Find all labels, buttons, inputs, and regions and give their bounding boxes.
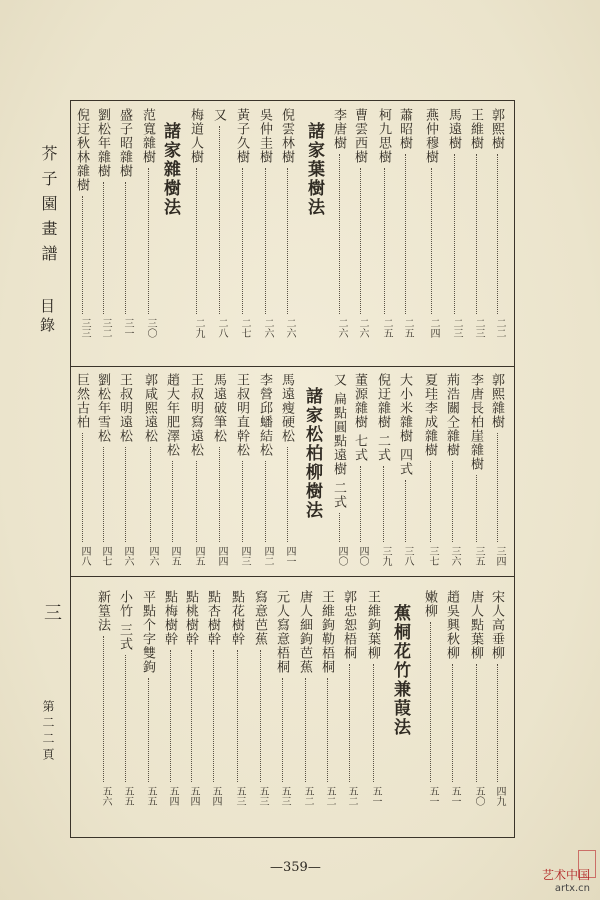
dot-leader bbox=[196, 168, 197, 314]
toc-page-number: 五二 bbox=[302, 786, 313, 806]
toc-entry: 董源雜樹 七式 bbox=[352, 373, 367, 463]
toc-page-number: 四一 bbox=[284, 546, 295, 566]
toc-entry: 馬遠破筆松 bbox=[211, 373, 226, 443]
toc-page-number: 三九 bbox=[380, 546, 391, 566]
toc-page-number: 四五 bbox=[169, 546, 180, 566]
toc-entry: 荊浩關仝雜樹 bbox=[444, 373, 459, 457]
toc-entry: 范寬雜樹 bbox=[140, 108, 155, 164]
toc-page-number: 二三 bbox=[473, 318, 484, 338]
dot-leader bbox=[172, 461, 173, 542]
toc-entry: 點桃樹幹 bbox=[183, 590, 198, 646]
toc-entry: 郭忠恕梧桐 bbox=[341, 590, 356, 660]
dot-leader bbox=[373, 664, 374, 782]
dot-leader bbox=[476, 475, 477, 542]
dot-leader bbox=[82, 196, 83, 314]
toc-page-number: 五五 bbox=[122, 786, 133, 806]
toc-entry: 寫意芭蕉 bbox=[252, 590, 267, 646]
toc-page-number: 二六 bbox=[357, 318, 368, 338]
toc-entry: 王維鉤勒梧桐 bbox=[319, 590, 334, 674]
toc-page-number: 四六 bbox=[147, 546, 158, 566]
watermark-text: 艺术中国 bbox=[541, 868, 590, 882]
toc-page-number: 三三 bbox=[79, 318, 90, 338]
dot-leader bbox=[125, 182, 126, 314]
toc-page-number: 五三 bbox=[234, 786, 245, 806]
section-divider bbox=[70, 576, 515, 577]
toc-page-number: 五〇 bbox=[473, 786, 484, 806]
dot-leader bbox=[237, 650, 238, 782]
dot-leader bbox=[103, 636, 104, 782]
toc-page-number: 五四 bbox=[210, 786, 221, 806]
toc-entry: 趙吳興秋柳 bbox=[444, 590, 459, 660]
dot-leader bbox=[349, 664, 350, 782]
toc-entry: 唐人點葉柳 bbox=[468, 590, 483, 660]
dot-leader bbox=[213, 650, 214, 782]
dot-leader bbox=[170, 650, 171, 782]
toc-entry: 盛子昭雜樹 bbox=[117, 108, 132, 178]
toc-entry: 李唐樹 bbox=[331, 108, 346, 150]
dot-leader bbox=[82, 433, 83, 542]
toc-entry: 又 bbox=[211, 108, 226, 122]
toc-page-number: 二五 bbox=[402, 318, 413, 338]
toc-entry: 王叔明遠松 bbox=[117, 373, 132, 443]
toc-page-number: 四三 bbox=[239, 546, 250, 566]
toc-entry: 點梅樹幹 bbox=[162, 590, 177, 646]
dot-leader bbox=[452, 664, 453, 782]
dot-leader bbox=[219, 126, 220, 314]
dot-leader bbox=[431, 168, 432, 314]
toc-entry: 劉松年雪松 bbox=[95, 373, 110, 443]
toc-page-number: 四〇 bbox=[357, 546, 368, 566]
toc-entry: 倪迂秋林雜樹 bbox=[74, 108, 89, 192]
dot-leader bbox=[103, 182, 104, 314]
dot-leader bbox=[327, 678, 328, 782]
dot-leader bbox=[125, 655, 126, 782]
toc-page-number: 五三 bbox=[257, 786, 268, 806]
dot-leader bbox=[196, 461, 197, 542]
toc-page-number: 三一 bbox=[122, 318, 133, 338]
toc-page-number: 五一 bbox=[370, 786, 381, 806]
toc-page-number: 三二 bbox=[100, 318, 111, 338]
toc-entry: 嫩柳 bbox=[422, 590, 437, 618]
toc-page-number: 五一 bbox=[427, 786, 438, 806]
toc-page-number: 五四 bbox=[167, 786, 178, 806]
dot-leader bbox=[383, 466, 384, 542]
toc-page-number: 四八 bbox=[79, 546, 90, 566]
toc-page-number: 五四 bbox=[188, 786, 199, 806]
toc-entry: 唐人細鉤芭蕉 bbox=[297, 590, 312, 674]
dot-leader bbox=[148, 168, 149, 314]
dot-leader bbox=[265, 168, 266, 314]
toc-page-number: 三八 bbox=[402, 546, 413, 566]
dot-leader bbox=[265, 461, 266, 542]
toc-entry: 梅道人樹 bbox=[188, 108, 203, 164]
toc-entry: 蕭昭樹 bbox=[397, 108, 412, 150]
page-number: —359— bbox=[270, 860, 321, 875]
dot-leader bbox=[148, 678, 149, 782]
toc-page-number: 三五 bbox=[473, 546, 484, 566]
toc-entry: 點杏樹幹 bbox=[205, 590, 220, 646]
book-title: 芥子園畫譜 bbox=[39, 145, 58, 270]
dot-leader bbox=[219, 447, 220, 542]
toc-entry: 元人寫意梧桐 bbox=[274, 590, 289, 674]
toc-entry: 新篁法 bbox=[95, 590, 110, 632]
toc-entry: 馬遠樹 bbox=[446, 108, 461, 150]
dot-leader bbox=[242, 461, 243, 542]
dot-leader bbox=[454, 154, 455, 314]
toc-entry: 馬遠瘦硬松 bbox=[279, 373, 294, 443]
toc-entry: 曹雲西樹 bbox=[352, 108, 367, 164]
dot-leader bbox=[103, 447, 104, 542]
toc-page-number: 四七 bbox=[100, 546, 111, 566]
dot-leader bbox=[497, 433, 498, 542]
toc-entry: 小竹 三式 bbox=[117, 590, 132, 652]
toc-page-number: 三四 bbox=[494, 546, 505, 566]
section-heading: 諸家松柏柳樹法 bbox=[302, 387, 322, 520]
table-of-contents-frame bbox=[70, 100, 515, 838]
dot-leader bbox=[476, 154, 477, 314]
dot-leader bbox=[405, 480, 406, 542]
toc-entry: 倪迂雜樹 二式 bbox=[375, 373, 390, 463]
dot-leader bbox=[191, 650, 192, 782]
toc-page-number: 二八 bbox=[216, 318, 227, 338]
section-heading: 蕉桐花竹兼葭法 bbox=[390, 604, 410, 737]
folio-label: 第二二頁 bbox=[41, 700, 55, 764]
dot-leader bbox=[305, 678, 306, 782]
toc-entry: 夏珪李成雜樹 bbox=[422, 373, 437, 457]
toc-page-number: 二七 bbox=[239, 318, 250, 338]
toc-page-number: 三七 bbox=[427, 546, 438, 566]
toc-entry: 郭熙樹 bbox=[489, 108, 504, 150]
toc-entry: 吳仲圭樹 bbox=[257, 108, 272, 164]
toc-page-number: 二五 bbox=[381, 318, 392, 338]
toc-page-number: 二六 bbox=[262, 318, 273, 338]
toc-page-number: 四五 bbox=[193, 546, 204, 566]
toc-entry: 燕仲穆樹 bbox=[423, 108, 438, 164]
dot-leader bbox=[287, 447, 288, 542]
dot-leader bbox=[125, 447, 126, 542]
toc-page-number: 五六 bbox=[100, 786, 111, 806]
toc-page-number: 五五 bbox=[145, 786, 156, 806]
dot-leader bbox=[452, 461, 453, 542]
toc-entry: 李唐長柏崖雜樹 bbox=[468, 373, 483, 471]
toc-page-number: 三〇 bbox=[145, 318, 156, 338]
toc-page-number: 四四 bbox=[216, 546, 227, 566]
dot-leader bbox=[497, 154, 498, 314]
toc-entry: 王維鉤葉柳 bbox=[365, 590, 380, 660]
dot-leader bbox=[287, 168, 288, 314]
dot-leader bbox=[339, 513, 340, 542]
toc-entry: 點花樹幹 bbox=[229, 590, 244, 646]
toc-page-number: 二四 bbox=[428, 318, 439, 338]
toc-entry: 郭熙雜樹 bbox=[489, 373, 504, 429]
toc-entry: 王叔明寫遠松 bbox=[188, 373, 203, 457]
section-heading: 諸家葉樹法 bbox=[304, 122, 324, 217]
watermark-url: artx.cn bbox=[554, 883, 590, 894]
toc-entry: 柯九思樹 bbox=[376, 108, 391, 164]
toc-entry: 又 扁點圓點遠樹 二式 bbox=[331, 373, 346, 510]
section-heading: 諸家雜樹法 bbox=[160, 122, 180, 217]
dot-leader bbox=[497, 664, 498, 782]
dot-leader bbox=[150, 447, 151, 542]
toc-entry: 大小米雜樹 四式 bbox=[397, 373, 412, 477]
toc-page-number: 四〇 bbox=[336, 546, 347, 566]
dot-leader bbox=[405, 154, 406, 314]
toc-entry: 巨然古柏 bbox=[74, 373, 89, 429]
toc-page-number: 四二 bbox=[262, 546, 273, 566]
toc-entry: 郭咸熙遠松 bbox=[142, 373, 157, 443]
section-divider bbox=[70, 366, 515, 367]
toc-entry: 倪雲林樹 bbox=[279, 108, 294, 164]
section-label: 目錄 bbox=[38, 298, 56, 336]
toc-entry: 劉松年雜樹 bbox=[95, 108, 110, 178]
side-number: 三 bbox=[41, 603, 62, 621]
toc-entry: 李營邱蟠結松 bbox=[257, 373, 272, 457]
toc-page-number: 二二 bbox=[494, 318, 505, 338]
dot-leader bbox=[430, 461, 431, 542]
dot-leader bbox=[476, 664, 477, 782]
toc-entry: 黃子久樹 bbox=[234, 108, 249, 164]
toc-page-number: 四九 bbox=[494, 786, 505, 806]
dot-leader bbox=[360, 466, 361, 542]
dot-leader bbox=[260, 650, 261, 782]
toc-entry: 宋人高垂柳 bbox=[489, 590, 504, 660]
toc-entry: 平點个字雙鉤 bbox=[140, 590, 155, 674]
dot-leader bbox=[339, 154, 340, 314]
toc-page-number: 四六 bbox=[122, 546, 133, 566]
toc-page-number: 三六 bbox=[449, 546, 460, 566]
toc-page-number: 五一 bbox=[449, 786, 460, 806]
toc-page-number: 五二 bbox=[346, 786, 357, 806]
toc-page-number: 二九 bbox=[193, 318, 204, 338]
toc-page-number: 五三 bbox=[279, 786, 290, 806]
toc-entry: 王維樹 bbox=[468, 108, 483, 150]
toc-page-number: 二三 bbox=[451, 318, 462, 338]
toc-entry: 王叔明直幹松 bbox=[234, 373, 249, 457]
dot-leader bbox=[430, 622, 431, 782]
toc-page-number: 五二 bbox=[324, 786, 335, 806]
dot-leader bbox=[384, 168, 385, 314]
watermark bbox=[542, 866, 590, 894]
toc-page-number: 二六 bbox=[284, 318, 295, 338]
toc-entry: 趙大年肥澤松 bbox=[164, 373, 179, 457]
dot-leader bbox=[242, 168, 243, 314]
toc-page-number: 二六 bbox=[336, 318, 347, 338]
dot-leader bbox=[282, 678, 283, 782]
dot-leader bbox=[360, 168, 361, 314]
